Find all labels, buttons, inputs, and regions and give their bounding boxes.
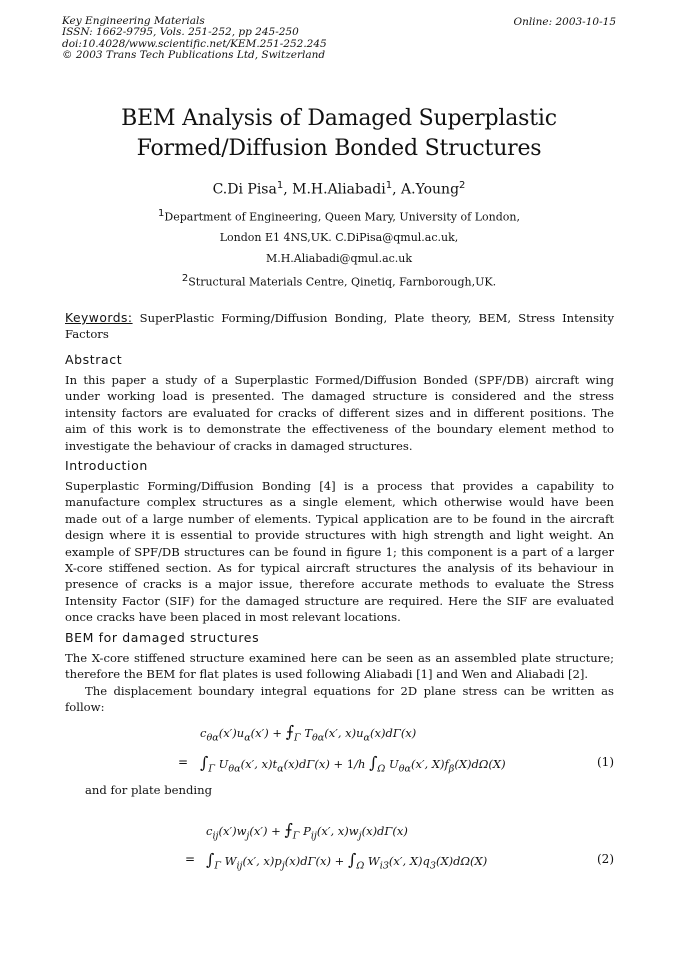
journal-name: Key Engineering Materials	[62, 15, 205, 27]
author-2-sup: 1	[385, 180, 393, 191]
journal-header	[62, 16, 327, 62]
affiliations	[0, 204, 678, 293]
affiliation-1-line-3: M.H.Aliabadi@qmul.ac.uk	[265, 251, 413, 265]
plate-bending-text: and for plate bending	[85, 783, 212, 797]
issn-line: ISSN: 1662-9795, Vols. 251-252, pp 245-250	[62, 26, 299, 39]
affiliation-1-line-2: London E1 4NS,UK. C.DiPisa@qmul.ac.uk,	[219, 231, 459, 245]
copyright-line: © 2003 Trans Tech Publications Ltd, Switzerland	[62, 49, 326, 62]
affiliation-2-sup: 2	[181, 273, 189, 285]
equation-2-line-2: $\int_\Gamma$ $W_{ij}(x'$, $x)p_j(x)d\Gamma(x) + \int_\Omega$ $W_{i3}(x'$, $X)q_3(X)d\Omega(X)$	[206, 850, 488, 872]
equation-2-line-1: $c_{ij}(x')w_j(x')$ + $⨍_\Gamma$ $P_{ij}(x'$, $x)w_j(x)d\Gamma(x)$	[206, 820, 408, 842]
keywords	[65, 310, 614, 343]
bem-heading: BEM for damaged structures	[65, 630, 260, 645]
abstract-heading: Abstract	[65, 352, 123, 367]
affiliation-1-line-1: Department of Engineering, Queen Mary, University of London,	[164, 210, 520, 224]
equation-2-number: (2)	[597, 852, 614, 866]
paper-title	[0, 104, 678, 164]
equation-1-equals: =	[178, 755, 189, 769]
introduction-text: Superplastic Forming/Diffusion Bonding [4] is a process that provides a capability to manufacture complex structures as a single element, which otherwise would have been made out of a large number of elements. Typical application are to be found in the aircraft design where it is essential to provide structures with high strength and light weight. An example of SPF/DB structures can be found in figure 1; this component is a part of a larger X-core stiffened section. As for typical aircraft structures the analysis of its behaviour in presence of cracks is a major issue, therefore accurate methods to evaluate the Stress Intensity Factor (SIF) for the damaged structure are required. Here the SIF are evaluated once cracks have been placed in most relevant locations.	[65, 479, 614, 625]
author-3: A.Young	[401, 181, 460, 198]
equation-1-number: (1)	[597, 755, 614, 769]
keywords-text: SuperPlastic Forming/Diffusion Bonding, Plate theory, BEM, Stress Intensity Factors	[65, 311, 614, 342]
author-2: M.H.Aliabadi	[292, 181, 386, 198]
keywords-label: Keywords:	[65, 311, 133, 325]
bem-paragraph-1: The X-core stiffened structure examined here can be seen as an assembled plate structure; therefore the BEM for flat plates is used following Aliabadi [1] and Wen and Aliabadi [2].	[65, 651, 614, 682]
equation-1-line-1: $c_{\theta\alpha}(x')u_\alpha(x')$ + $⨍_\Gamma$ $T_{\theta\alpha}(x'$, $x)u_\alpha(x)d\Gamma(x)$	[200, 722, 417, 744]
introduction-heading: Introduction	[65, 458, 148, 473]
affiliation-2-line-1: Structural Materials Centre, Qinetiq, Farnborough,UK.	[188, 275, 497, 289]
title-line-1: BEM Analysis of Damaged Superplastic	[121, 106, 557, 131]
affiliation-1-sup: 1	[158, 208, 165, 219]
bem-paragraph-2: The displacement boundary integral equations for 2D plane stress can be written as follow:	[65, 684, 614, 715]
author-1-sup: 1	[276, 180, 284, 191]
author-1: C.Di Pisa	[212, 181, 277, 198]
author-list: C.Di Pisa$^1$, M.H.Aliabadi$^1$, A.Young$^2$	[212, 180, 466, 198]
author-3-sup: 2	[459, 180, 466, 191]
online-date: Online: 2003-10-15	[513, 16, 616, 28]
equation-2-equals: =	[185, 852, 196, 866]
doi-line: doi:10.4028/www.scientific.net/KEM.251-252.245	[62, 37, 327, 50]
abstract-text: In this paper a study of a Superplastic Formed/Diffusion Bonded (SPF/DB) aircraft wing under working load is presented. The damaged structure is considered and the stress intensity factors are evaluated for cracks of different sizes and in different positions. The aim of this work is to demonstrate the effectiveness of the boundary element method to investigate the behaviour of cracks in damaged structures.	[65, 373, 614, 453]
title-line-2: Formed/Diffusion Bonded Structures	[136, 136, 542, 161]
equation-1-line-2: $\int_\Gamma$ $U_{\theta\alpha}(x'$, $x)t_\alpha(x)d\Gamma(x) + 1/h$ $\int_\Omega$ $U_{\theta\alpha}(x'$, $X)f_\beta(X)d\Omega(X)$	[200, 753, 506, 775]
